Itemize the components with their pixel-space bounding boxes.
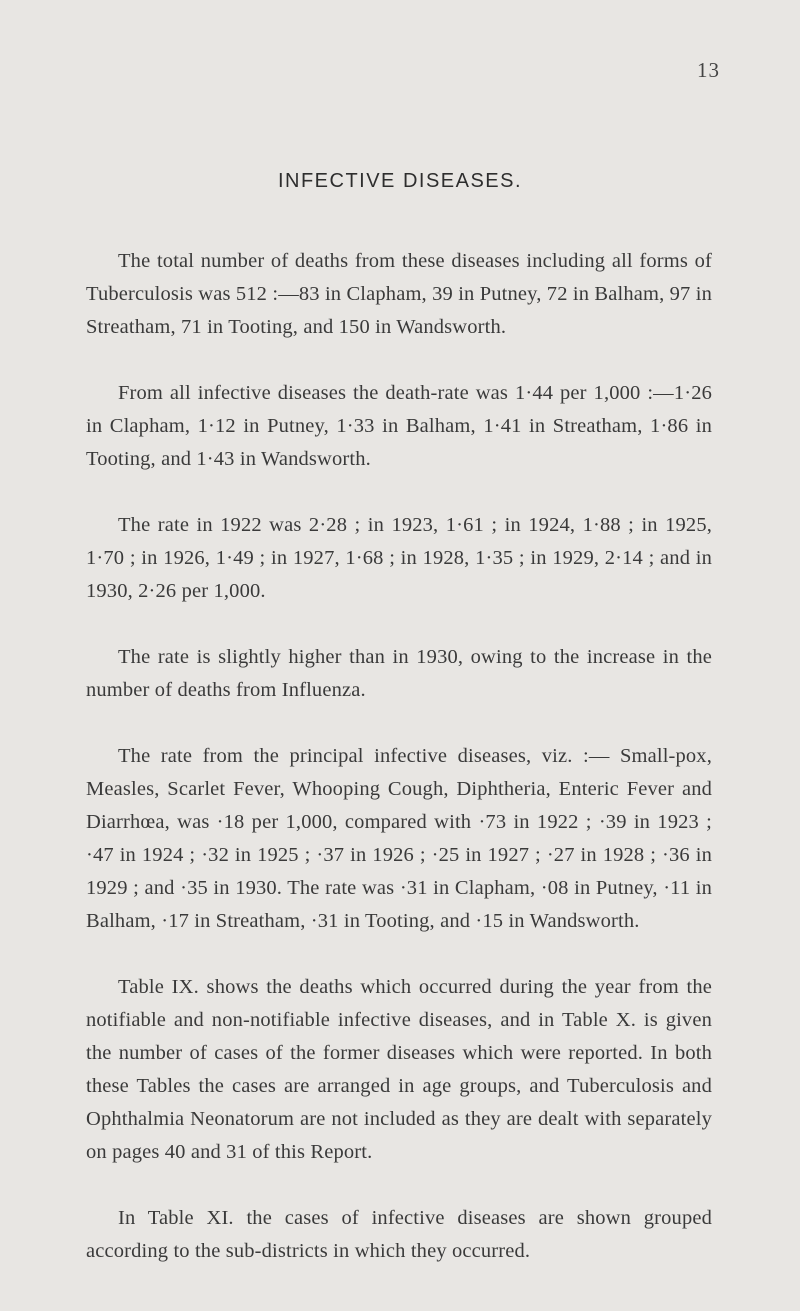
paragraph-table-xi: In Table XI. the cases of infective diseases are shown grouped according to the sub-districts in which they occurred.	[86, 1207, 712, 1262]
paragraph-influenza: The rate is slightly higher than in 1930, owing to the increase in the number of deaths from Influenza.	[86, 646, 712, 701]
paragraph-principal-diseases: The rate from the principal infective diseases, viz. :— Small-pox, Measles, Scarlet Fever, Whooping Cough, Diphtheria, Enteric Fever and Diarrhœa, was ·18 per 1,000, compared with ·73 in 1922 ; ·39 in 1923 ; ·47 in 1924 ; ·32 in 1925 ; ·37 in 1926 ; ·25 in 1927 ; ·27 in 1928 ; ·36 in 1929 ; and ·35 in 1930. The rate was ·31 in Clapham, ·08 in Putney, ·11 in Balham, ·17 in Streatham, ·31 in Tooting, and ·15 in Wandsworth.	[86, 745, 712, 932]
body-text	[86, 245, 712, 1301]
paragraph-yearly-rates: The rate in 1922 was 2·28 ; in 1923, 1·61 ; in 1924, 1·88 ; in 1925, 1·70 ; in 1926, 1·49 ; in 1927, 1·68 ; in 1928, 1·35 ; in 1929, 2·14 ; and in 1930, 2·26 per 1,000.	[86, 514, 712, 602]
page-number: 13	[697, 58, 720, 82]
paragraph-tables-ix-x: Table IX. shows the deaths which occurred during the year from the notifiable and non-notifiable infective diseases, and in Table X. is given the number of cases of the former diseases which were reported. In both these Tables the cases are arranged in age groups, and Tuberculosis and Ophthalmia Neonatorum are not included as they are dealt with separately on pages 40 and 31 of this Report.	[86, 976, 712, 1163]
paragraph-death-rate: From all infective diseases the death-rate was 1·44 per 1,000 :—1·26 in Clapham, 1·12 in Putney, 1·33 in Balham, 1·41 in Streatham, 1·86 in Tooting, and 1·43 in Wandsworth.	[86, 382, 712, 470]
paragraph-total-deaths: The total number of deaths from these diseases including all forms of Tuberculosis was 512 :—83 in Clapham, 39 in Putney, 72 in Balham, 97 in Streatham, 71 in Tooting, and 150 in Wandsworth.	[86, 250, 712, 338]
section-heading: INFECTIVE DISEASES.	[277, 170, 523, 192]
